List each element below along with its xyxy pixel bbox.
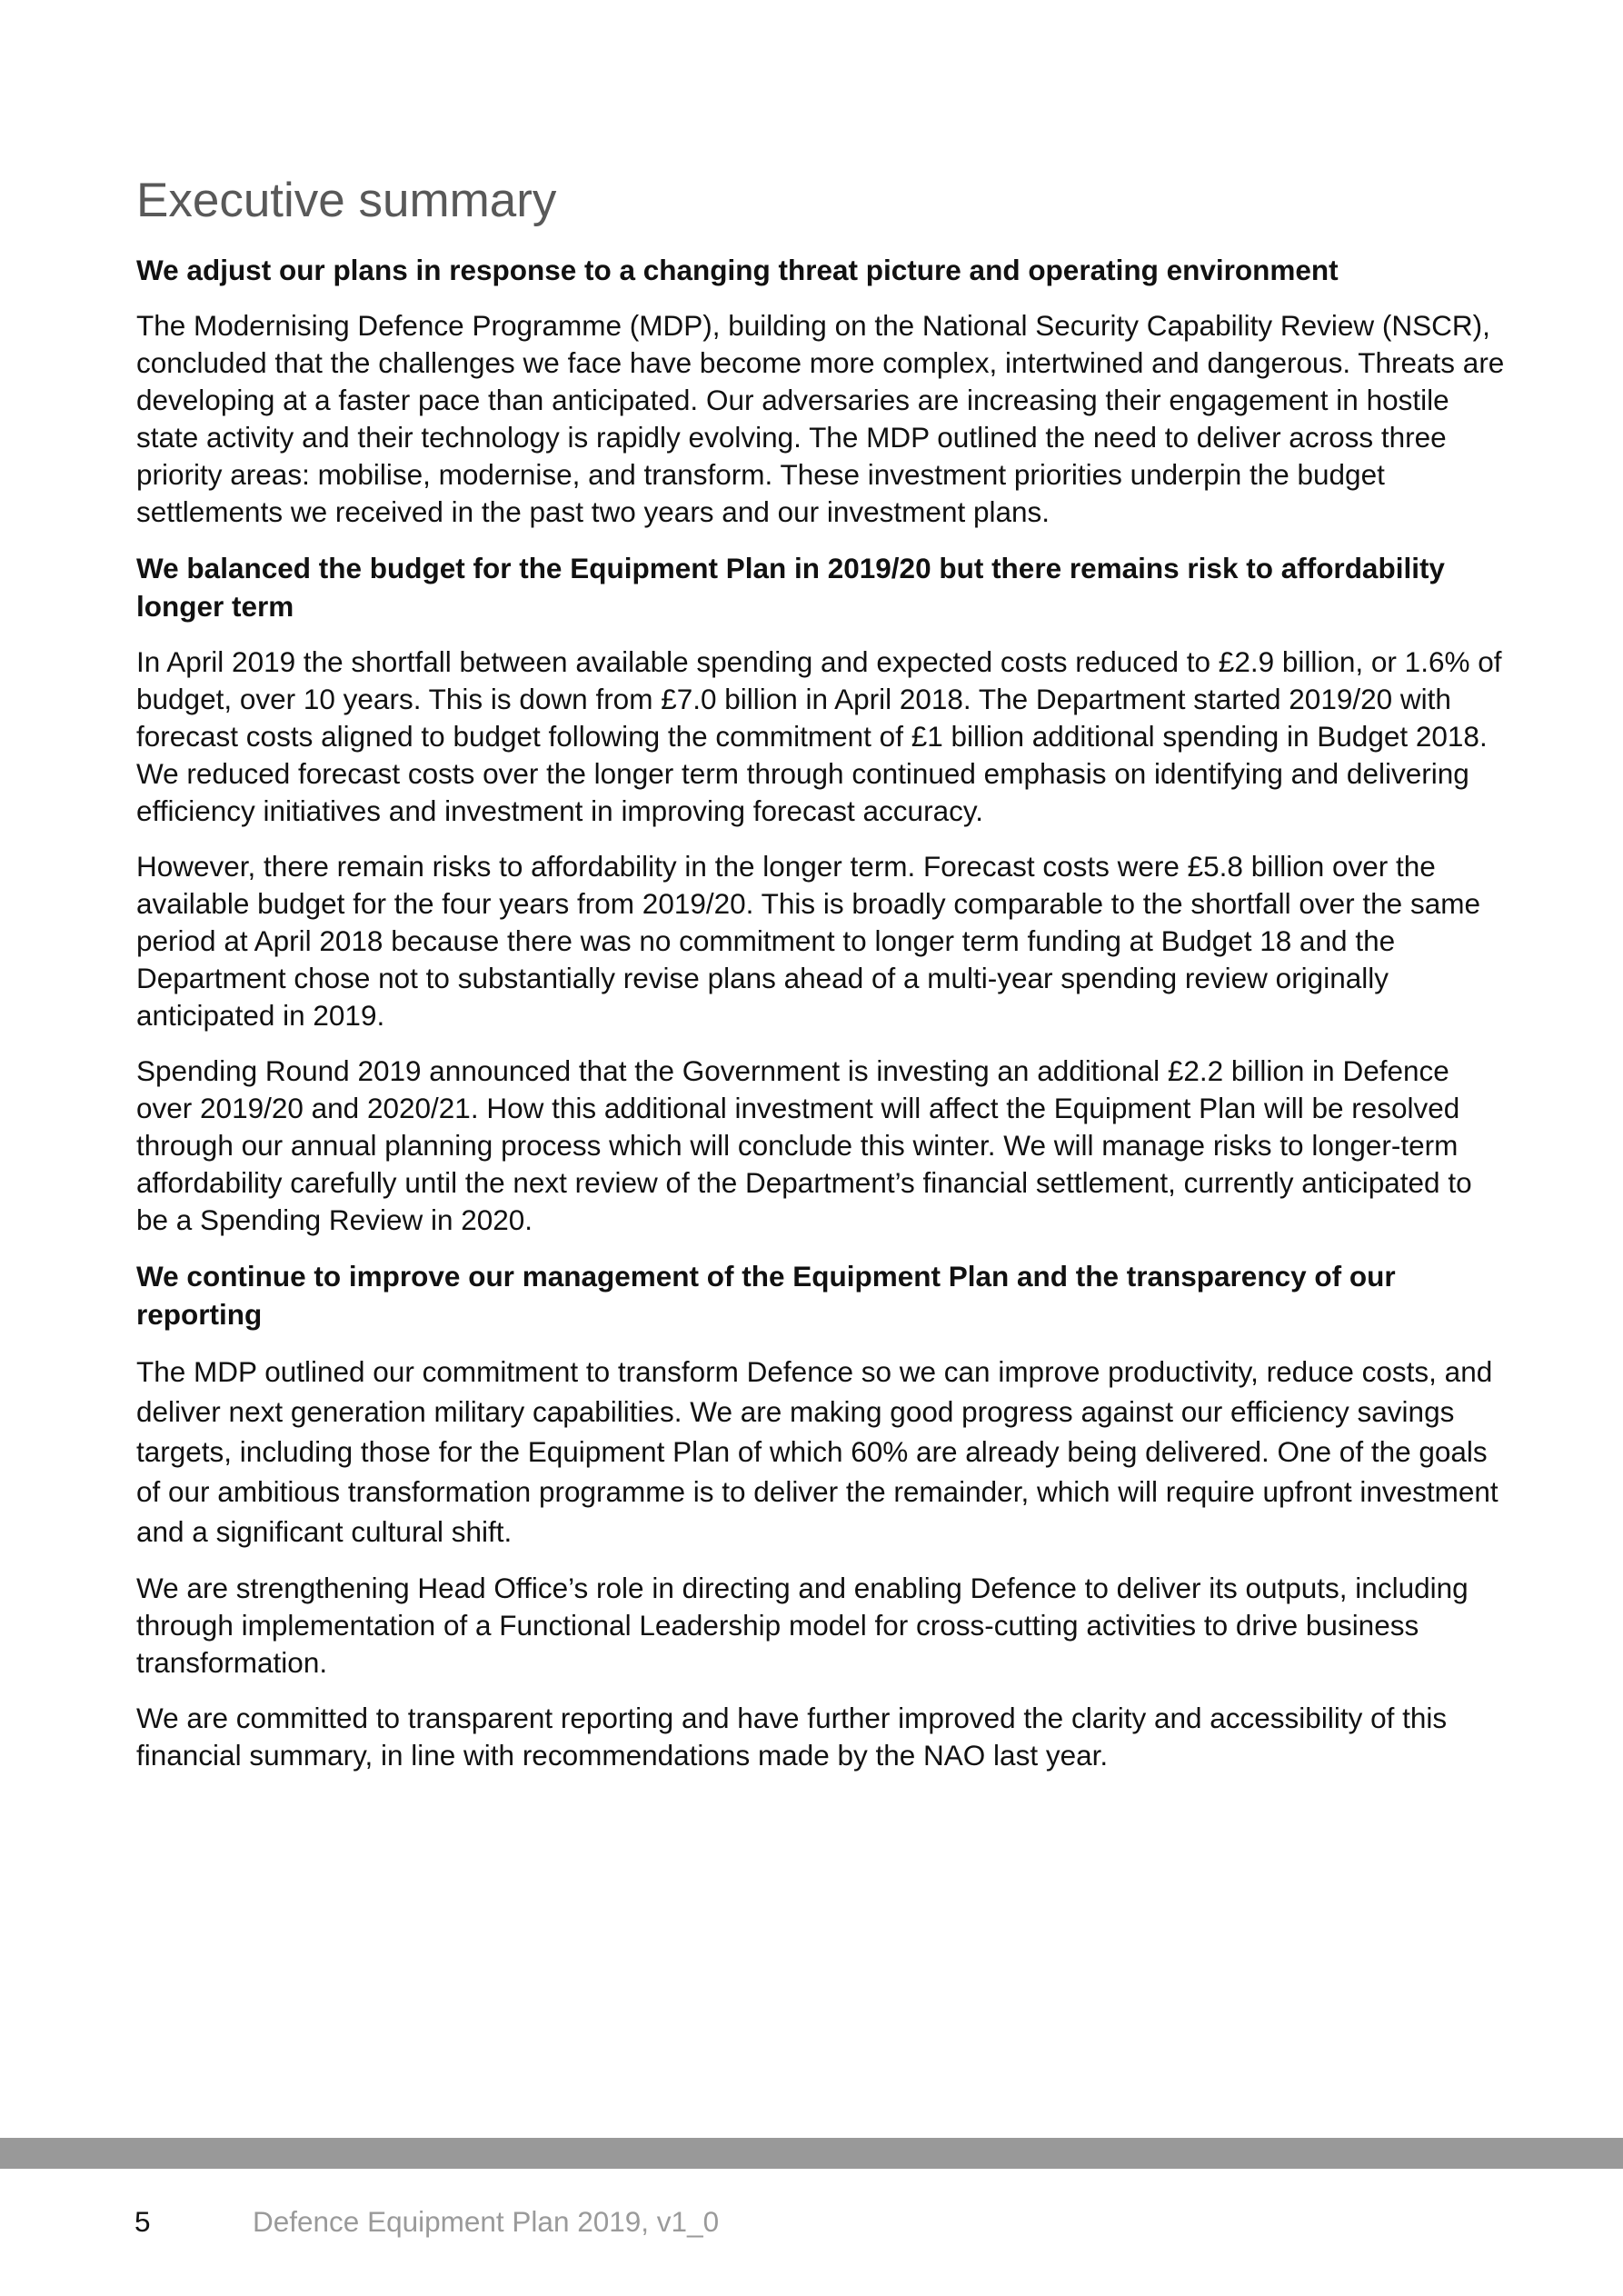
paragraph: In April 2019 the shortfall between available spending and expected costs reduced to £2.9 billion, or 1.6% of budget, over 10 years. This is down from £7.0 billion in April 2018. The Department started 2019/20 with forecast costs aligned to budget following the commitment of £1 billion additional spending in Budget 2018. We reduced forecast costs over the longer term through continued emphasis on identifying and delivering efficiency initiatives and investment in improving forecast accuracy. [136, 645, 1502, 828]
paragraph: We are committed to transparent reporting and have further improved the clarity and accessibility of this financial summary, in line with recommendations made by the NAO last year. [136, 1702, 1448, 1772]
section-heading: We continue to improve our management of the Equipment Plan and the transparency of our reporting [136, 1260, 1396, 1332]
paragraph: Spending Round 2019 announced that the Government is investing an additional £2.2 billion in Defence over 2019/20 and 2020/21. How this additional investment will affect the Equipment Plan will be resolved through our annual planning process which will conclude this winter. We will manage risks to longer-term affordability carefully until the next review of the Department’s financial settlement, currently anticipated to be a Spending Review in 2020. [136, 1054, 1472, 1237]
page-title: Executive summary [136, 174, 557, 227]
footer-document-title: Defence Equipment Plan 2019, v1_0 [253, 2205, 720, 2238]
page-footer [134, 2203, 719, 2240]
section-heading: We adjust our plans in response to a changing threat picture and operating environment [136, 254, 1339, 287]
page-number: 5 [134, 2205, 151, 2238]
paragraph: However, there remain risks to affordability in the longer term. Forecast costs were £5.8 billion over the available budget for the four years from 2019/20. This is broadly comparable to the shortfall over the same period at April 2018 because there was no commitment to longer term funding at Budget 18 and the Department chose not to substantially revise plans ahead of a multi-year spending review originally anticipated in 2019. [136, 850, 1480, 1033]
paragraph: The MDP outlined our commitment to transform Defence so we can improve productivity, reduce costs, and deliver next generation military capabilities. We are making good progress against our efficiency savings targets, including those for the Equipment Plan of which 60% are already being delivered. One of the goals of our ambitious transformation programme is to deliver the remainder, which will require upfront investment and a significant cultural shift. [136, 1355, 1499, 1549]
footer-divider-bar [0, 2138, 1623, 2169]
section-heading: We balanced the budget for the Equipment Plan in 2019/20 but there remains risk to affordability longer term [136, 552, 1445, 624]
paragraph: We are strengthening Head Office’s role in directing and enabling Defence to deliver its outputs, including through implementation of a Functional Leadership model for cross-cutting activities to drive business transformation. [136, 1572, 1469, 1680]
paragraph: The Modernising Defence Programme (MDP), building on the National Security Capability Review (NSCR), concluded that the challenges we face have become more complex, intertwined and dangerous. Threats are developing at a faster pace than anticipated. Our adversaries are increasing their engagement in hostile state activity and their technology is rapidly evolving. The MDP outlined the need to deliver across three priority areas: mobilise, modernise, and transform. These investment priorities underpin the budget settlements we received in the past two years and our investment plans. [136, 309, 1505, 529]
page-content [136, 175, 1508, 1792]
